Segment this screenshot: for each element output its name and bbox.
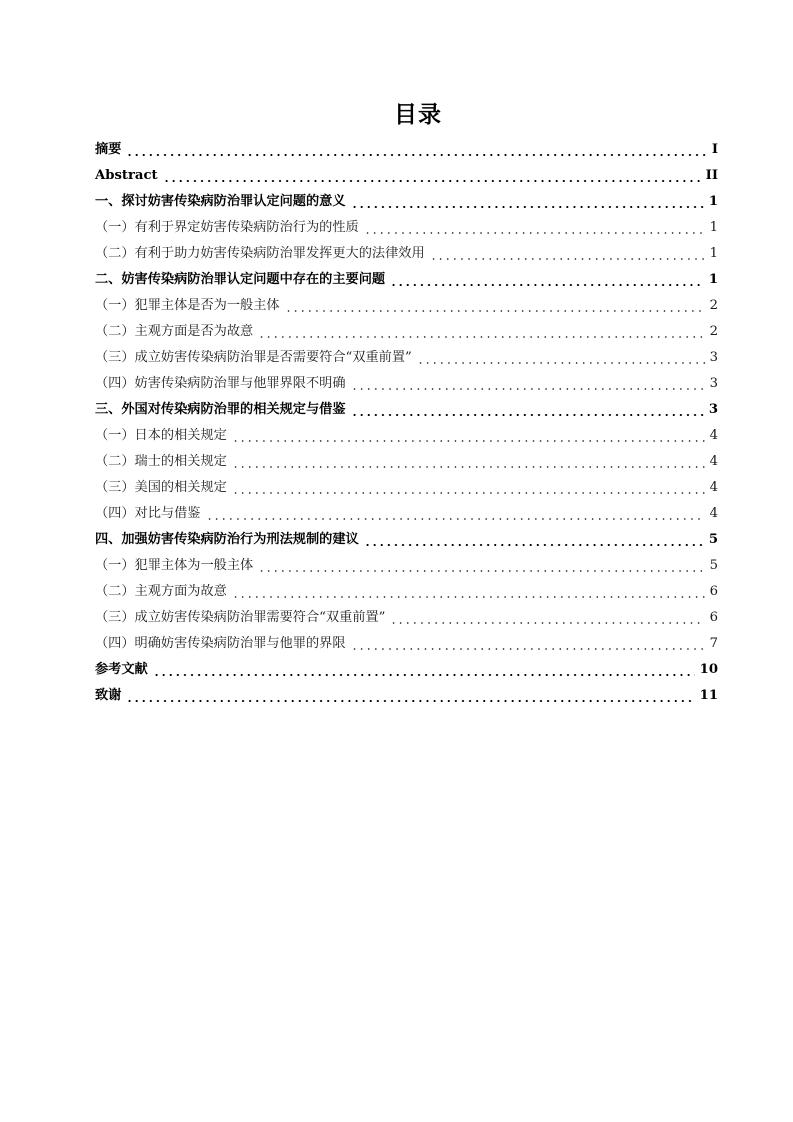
toc-entry-section-2-1[interactable] <box>95 293 718 319</box>
dot-leader <box>153 674 695 676</box>
dot-leader <box>232 466 705 468</box>
dot-leader <box>126 154 706 156</box>
toc-entry-text: 二、妨害传染病防治罪认定问题中存在的主要问题 <box>95 272 386 287</box>
toc-entry-text: （一）犯罪主体为一般主体 <box>95 558 254 573</box>
dot-leader <box>364 544 704 546</box>
dot-leader <box>232 596 705 598</box>
toc-entry-text: （二）主观方面是否为故意 <box>95 324 254 339</box>
toc-page-number: 1 <box>708 194 718 209</box>
dot-leader <box>351 648 705 650</box>
toc-title: 目录 <box>394 102 442 128</box>
dot-leader <box>351 206 704 208</box>
dot-leader <box>364 232 705 234</box>
toc-list <box>95 137 718 709</box>
toc-entry-section-4-2[interactable] <box>95 579 718 605</box>
toc-entry-abstract-en[interactable] <box>95 163 718 189</box>
toc-page-number: I <box>711 142 718 157</box>
toc-entry-text: （四）对比与借鉴 <box>95 506 201 521</box>
toc-page-number: 3 <box>709 350 718 365</box>
toc-entry-text: （三）成立妨害传染病防治罪是否需要符合“双重前置” <box>95 350 412 365</box>
toc-page-number: 2 <box>709 324 718 339</box>
toc-page-number: 10 <box>699 662 718 677</box>
toc-page-number: 2 <box>709 298 718 313</box>
toc-page-number: 3 <box>708 402 718 417</box>
dot-leader <box>232 492 705 494</box>
toc-entry-section-3-4[interactable] <box>95 501 718 527</box>
toc-entry-section-2-3[interactable] <box>95 345 718 371</box>
toc-entry-section-1-2[interactable] <box>95 241 718 267</box>
toc-page-number: 6 <box>709 584 718 599</box>
toc-entry-chapter-4[interactable] <box>95 527 718 553</box>
toc-page-number: 5 <box>708 532 718 547</box>
dot-leader <box>258 570 704 572</box>
dot-leader <box>390 622 704 624</box>
toc-page-number: II <box>705 168 718 183</box>
toc-page-number: 4 <box>709 428 718 443</box>
toc-entry-text: 参考文献 <box>95 662 148 677</box>
dot-leader <box>163 180 701 182</box>
toc-page-number: 4 <box>709 506 718 521</box>
toc-entry-section-3-1[interactable] <box>95 423 718 449</box>
toc-entry-section-4-1[interactable] <box>95 553 718 579</box>
toc-entry-chapter-1[interactable] <box>95 189 718 215</box>
toc-entry-text: （四）明确妨害传染病防治罪与他罪的界限 <box>95 636 346 651</box>
toc-entry-section-2-4[interactable] <box>95 371 718 397</box>
toc-entry-abstract-cn[interactable] <box>95 137 718 163</box>
dot-leader <box>417 362 705 364</box>
toc-page-number: 4 <box>709 454 718 469</box>
toc-entry-text: 一、探讨妨害传染病防治罪认定问题的意义 <box>95 194 346 209</box>
toc-entry-text: （四）妨害传染病防治罪与他罪界限不明确 <box>95 376 346 391</box>
toc-entry-section-3-3[interactable] <box>95 475 718 501</box>
dot-leader <box>430 258 705 260</box>
dot-leader <box>206 518 705 520</box>
toc-entry-text: （三）成立妨害传染病防治罪需要符合“双重前置” <box>95 610 386 625</box>
toc-entry-text: （二）有利于助力妨害传染病防治罪发挥更大的法律效用 <box>95 246 425 261</box>
dot-leader <box>390 284 704 286</box>
toc-page-number: 1 <box>709 220 718 235</box>
toc-entry-section-4-4[interactable] <box>95 631 718 657</box>
toc-entry-text: （三）美国的相关规定 <box>95 480 227 495</box>
toc-entry-text: 四、加强妨害传染病防治行为刑法规制的建议 <box>95 532 359 547</box>
toc-entry-chapter-2[interactable] <box>95 267 718 293</box>
dot-leader <box>258 336 704 338</box>
toc-page-number: 11 <box>699 688 718 703</box>
toc-page-number: 6 <box>709 610 718 625</box>
toc-page-number: 3 <box>709 376 718 391</box>
toc-page-number: 7 <box>709 636 718 651</box>
toc-entry-section-4-3[interactable] <box>95 605 718 631</box>
toc-entry-text: （一）犯罪主体是否为一般主体 <box>95 298 280 313</box>
toc-entry-text: （二）瑞士的相关规定 <box>95 454 227 469</box>
toc-entry-text: 三、外国对传染病防治罪的相关规定与借鉴 <box>95 402 346 417</box>
toc-entry-text: （一）有利于界定妨害传染病防治行为的性质 <box>95 220 359 235</box>
toc-entry-text: Abstract <box>95 168 158 183</box>
toc-page-number: 1 <box>709 246 718 261</box>
toc-page-number: 1 <box>708 272 718 287</box>
toc-entry-text: 致谢 <box>95 688 122 703</box>
toc-page-number: 5 <box>709 558 718 573</box>
toc-entry-section-3-2[interactable] <box>95 449 718 475</box>
dot-leader <box>351 388 705 390</box>
dot-leader <box>232 440 705 442</box>
toc-entry-text: （一）日本的相关规定 <box>95 428 227 443</box>
toc-page-number: 4 <box>709 480 718 495</box>
toc-entry-chapter-3[interactable] <box>95 397 718 423</box>
toc-entry-section-2-2[interactable] <box>95 319 718 345</box>
dot-leader <box>285 310 705 312</box>
toc-entry-text: 摘要 <box>95 142 122 157</box>
toc-entry-section-1-1[interactable] <box>95 215 718 241</box>
toc-entry-text: （二）主观方面为故意 <box>95 584 227 599</box>
toc-entry-references[interactable] <box>95 657 718 683</box>
dot-leader <box>351 414 704 416</box>
dot-leader <box>126 700 694 702</box>
toc-entry-acknowledgements[interactable] <box>95 683 718 709</box>
